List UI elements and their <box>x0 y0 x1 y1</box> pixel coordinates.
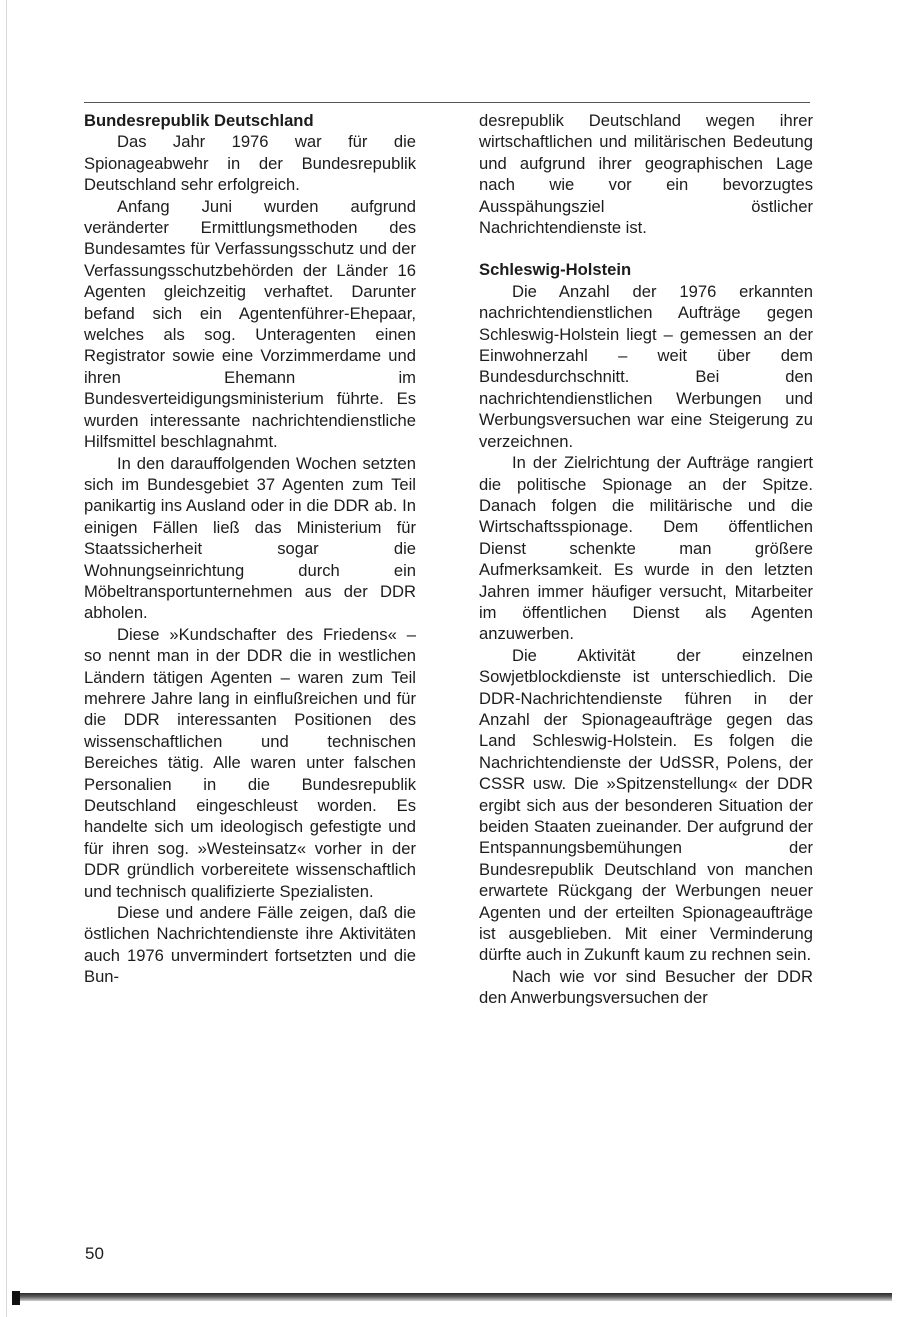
paragraph: Die Anzahl der 1976 erkannten nachrichtendienstlichen Aufträge gegen Schleswig-Holstein liegt – gemessen an der Einwohnerzahl – weit über dem Bundesdurchschnitt. Bei den nachrichtendienstlichen Werbungen und Werbungsversuchen war eine Steigerung zu verzeichnen. <box>479 281 813 451</box>
page-number: 50 <box>85 1244 104 1263</box>
scan-bottom-edge <box>12 1293 892 1301</box>
paragraph: Anfang Juni wurden aufgrund veränderter Ermittlungsmethoden des Bundesamtes für Verfassungsschutz und der Verfassungsschutzbehörden der Länder 16 Agenten gleichzeitig verhaftet. Darunter befand sich ein Agentenführer-Ehepaar, welches als sog. Unteragenten einen Registrator sowie eine Vorzimmerdame und ihren Ehemann im Bundesverteidigungsministerium führte. Es wurden interessante nachrichtendienstliche Hilfsmittel beschlagnahmt. <box>84 196 416 452</box>
paragraph: Die Aktivität der einzelnen Sowjetblockdienste ist unterschiedlich. Die DDR-Nachrichtendienste führen in der Anzahl der Spionageaufträge gegen das Land Schleswig-Holstein. Es folgen die Nachrichtendienste der UdSSR, Polens, der CSSR usw. Die »Spitzenstellung« der DDR ergibt sich aus der besonderen Situation der beiden Staaten zueinander. Der aufgrund der Entspannungsbemühungen der Bundesrepublik Deutschland von manchen erwartete Rückgang der Werbungen neuer Agenten und der erteilten Spionageaufträge ist ausgeblieben. Mit einer Verminderung dürfte auch in Zukunft kaum zu rechnen sein. <box>479 645 813 965</box>
paragraph: Diese »Kundschafter des Friedens« – so nennt man in der DDR die in westlichen Ländern tätigen Agenten – waren zum Teil mehrere Jahre lang in einflußreichen und für die DDR interessanten Positionen des wissenschaftlichen und technischen Bereiches tätig. Alle waren unter falschen Personalien in die Bundesrepublik Deutschland eingeschleust worden. Es handelte sich um ideologisch gefestigte und für ihren sog. »Westeinsatz« vorher in der DDR gründlich vorbereitete wissenschaftlich und technisch qualifizierte Spezialisten. <box>84 624 416 901</box>
scan-corner-mark <box>12 1291 20 1305</box>
header-rule <box>84 102 810 103</box>
section-heading-schleswig-holstein: Schleswig-Holstein <box>479 260 632 280</box>
paragraph: Nach wie vor sind Besucher der DDR den Anwerbungsversuchen der <box>479 966 813 1008</box>
page-edge-line <box>6 0 7 1317</box>
section-heading-bundesrepublik: Bundesrepublik Deutschland <box>84 111 314 130</box>
right-column <box>479 110 813 1009</box>
paragraph: Diese und andere Fälle zeigen, daß die östlichen Nachrichtendienste ihre Aktivitäten auch 1976 unvermindert fortsetzten und die Bun- <box>84 903 416 987</box>
paragraph-continuation: desrepublik Deutschland wegen ihrer wirtschaftlichen und militärischen Bedeutung und aufgrund ihrer geographischen Lage nach wie vor ein bevorzugtes Ausspähungsziel östlicher Nachrichtendienste ist. <box>479 111 813 238</box>
paragraph: In der Zielrichtung der Aufträge rangiert die politische Spionage an der Spitze. Danach folgen die militärische und die Wirtschaftsspionage. Dem öffentlichen Dienst schenkte man größere Aufmerksamkeit. Es wurde in den letzten Jahren immer häufiger versucht, Mitarbeiter im öffentlichen Dienst als Agenten anzuwerben. <box>479 453 813 644</box>
paragraph: In den darauffolgenden Wochen setzten sich im Bundesgebiet 37 Agenten zum Teil panikartig ins Ausland oder in die DDR ab. In einigen Fällen ließ das Ministerium für Staatssicherheit sogar die Wohnungseinrichtung durch ein Möbeltransportunternehmen aus der DDR abholen. <box>84 453 416 623</box>
paragraph: Das Jahr 1976 war für die Spionageabwehr in der Bundesrepublik Deutschland sehr erfolgreich. <box>84 132 416 195</box>
left-column <box>84 110 416 988</box>
